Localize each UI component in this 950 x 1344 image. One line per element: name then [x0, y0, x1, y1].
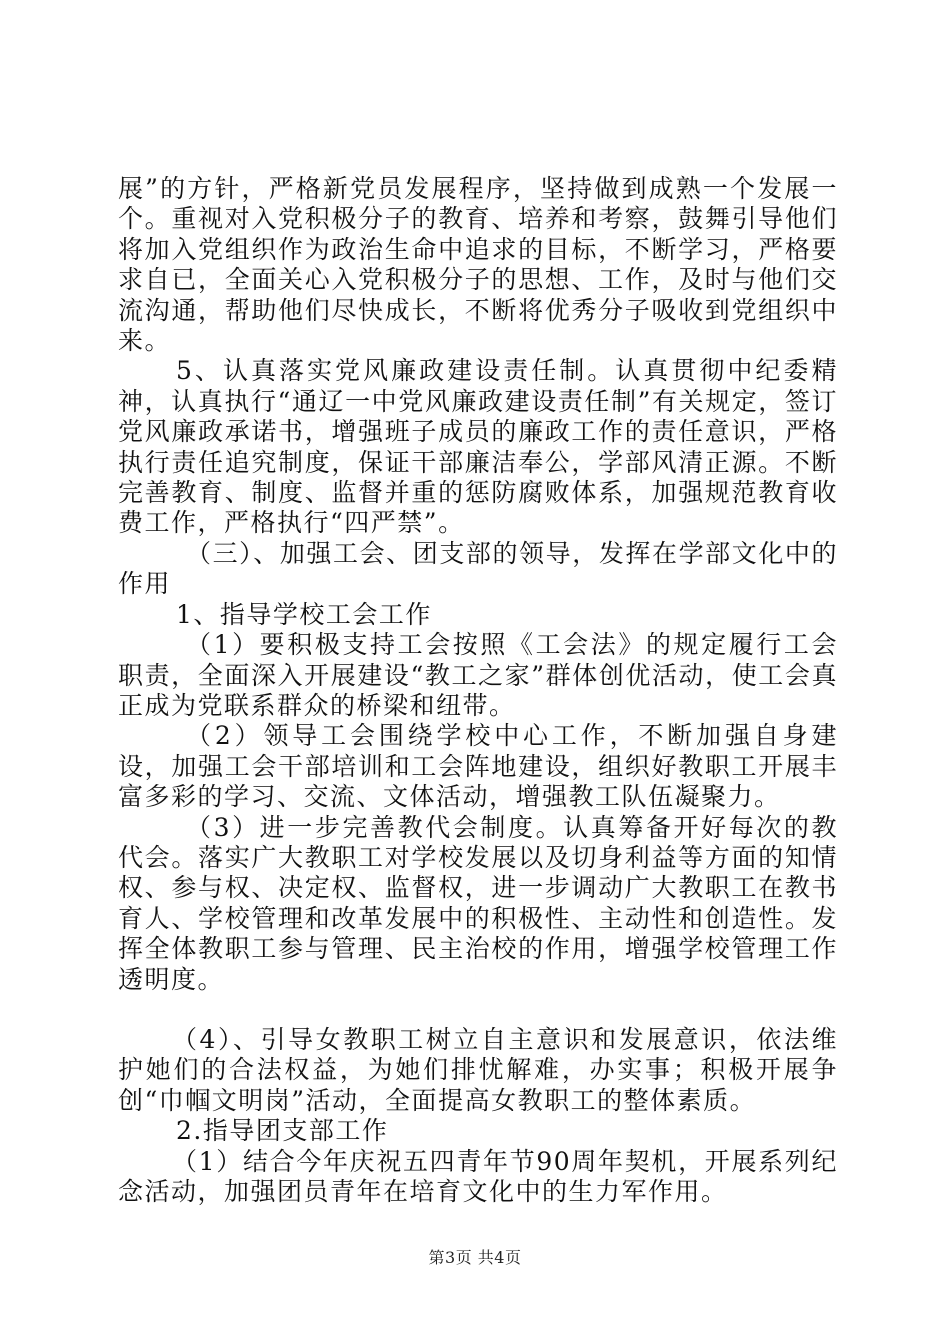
- paragraph-union-4: （4）、引导女教职工树立自主意识和发展意识，依法维护她们的合法权益，为她们排忧解难，办实事；积极开展争创“巾帼文明岗”活动，全面提高女教职工的整体素质。: [118, 1024, 838, 1115]
- paragraph-item-5-anticorruption: 5、认真落实党风廉政建设责任制。认真贯彻中纪委精神，认真执行“通辽一中党风廉政建设责任制”有关规定，签订党风廉政承诺书，增强班子成员的廉政工作的责任意识，严格执行责任追究制度，保证干部廉洁奉公，学部风清正源。不断完善教育、制度、监督并重的惩防腐败体系，加强规范教育收费工作，严格执行“四严禁”。: [118, 356, 838, 538]
- paragraph-union-1: （1）要积极支持工会按照《工会法》的规定履行工会职责，全面深入开展建设“教工之家”群体创优活动，使工会真正成为党联系群众的桥梁和纽带。: [118, 630, 838, 720]
- section-heading-3: （三）、加强工会、团支部的领导，发挥在学部文化中的作用: [118, 538, 838, 599]
- paragraph-union-2: （2）领导工会围绕学校中心工作，不断加强自身建设，加强工会干部培训和工会阵地建设，组织好教职工开展丰富多彩的学习、交流、文体活动，增强教工队伍凝聚力。: [118, 721, 838, 812]
- document-body: [118, 174, 838, 1207]
- paragraph-league-1: （1）结合今年庆祝五四青年节90周年契机，开展系列纪念活动，加强团员青年在培育文化中的生力军作用。: [118, 1146, 838, 1206]
- page-number-footer: 第3页 共4页: [428, 1248, 522, 1267]
- paragraph-party-development: 展”的方针，严格新党员发展程序，坚持做到成熟一个发展一个。重视对入党积极分子的教育、培养和考察，鼓舞引导他们将加入党组织作为政治生命中追求的目标，不断学习，严格要求自已，全面关心入党积极分子的思想、工作，及时与他们交流沟通，帮助他们尽快成长，不断将优秀分子吸收到党组织中来。: [118, 174, 838, 356]
- paragraph-union-3: （3）进一步完善教代会制度。认真筹备开好每次的教代会。落实广大教职工对学校发展以及切身利益等方面的知情权、参与权、决定权、监督权，进一步调动广大教职工在教书育人、学校管理和改革发展中的积极性、主动性和创造性。发挥全体教职工参与管理、民主治校的作用，增强学校管理工作透明度。: [118, 812, 838, 994]
- subheading-league-work: 2.指导团支部工作: [176, 1116, 389, 1146]
- subheading-union-work: 1、指导学校工会工作: [176, 599, 432, 629]
